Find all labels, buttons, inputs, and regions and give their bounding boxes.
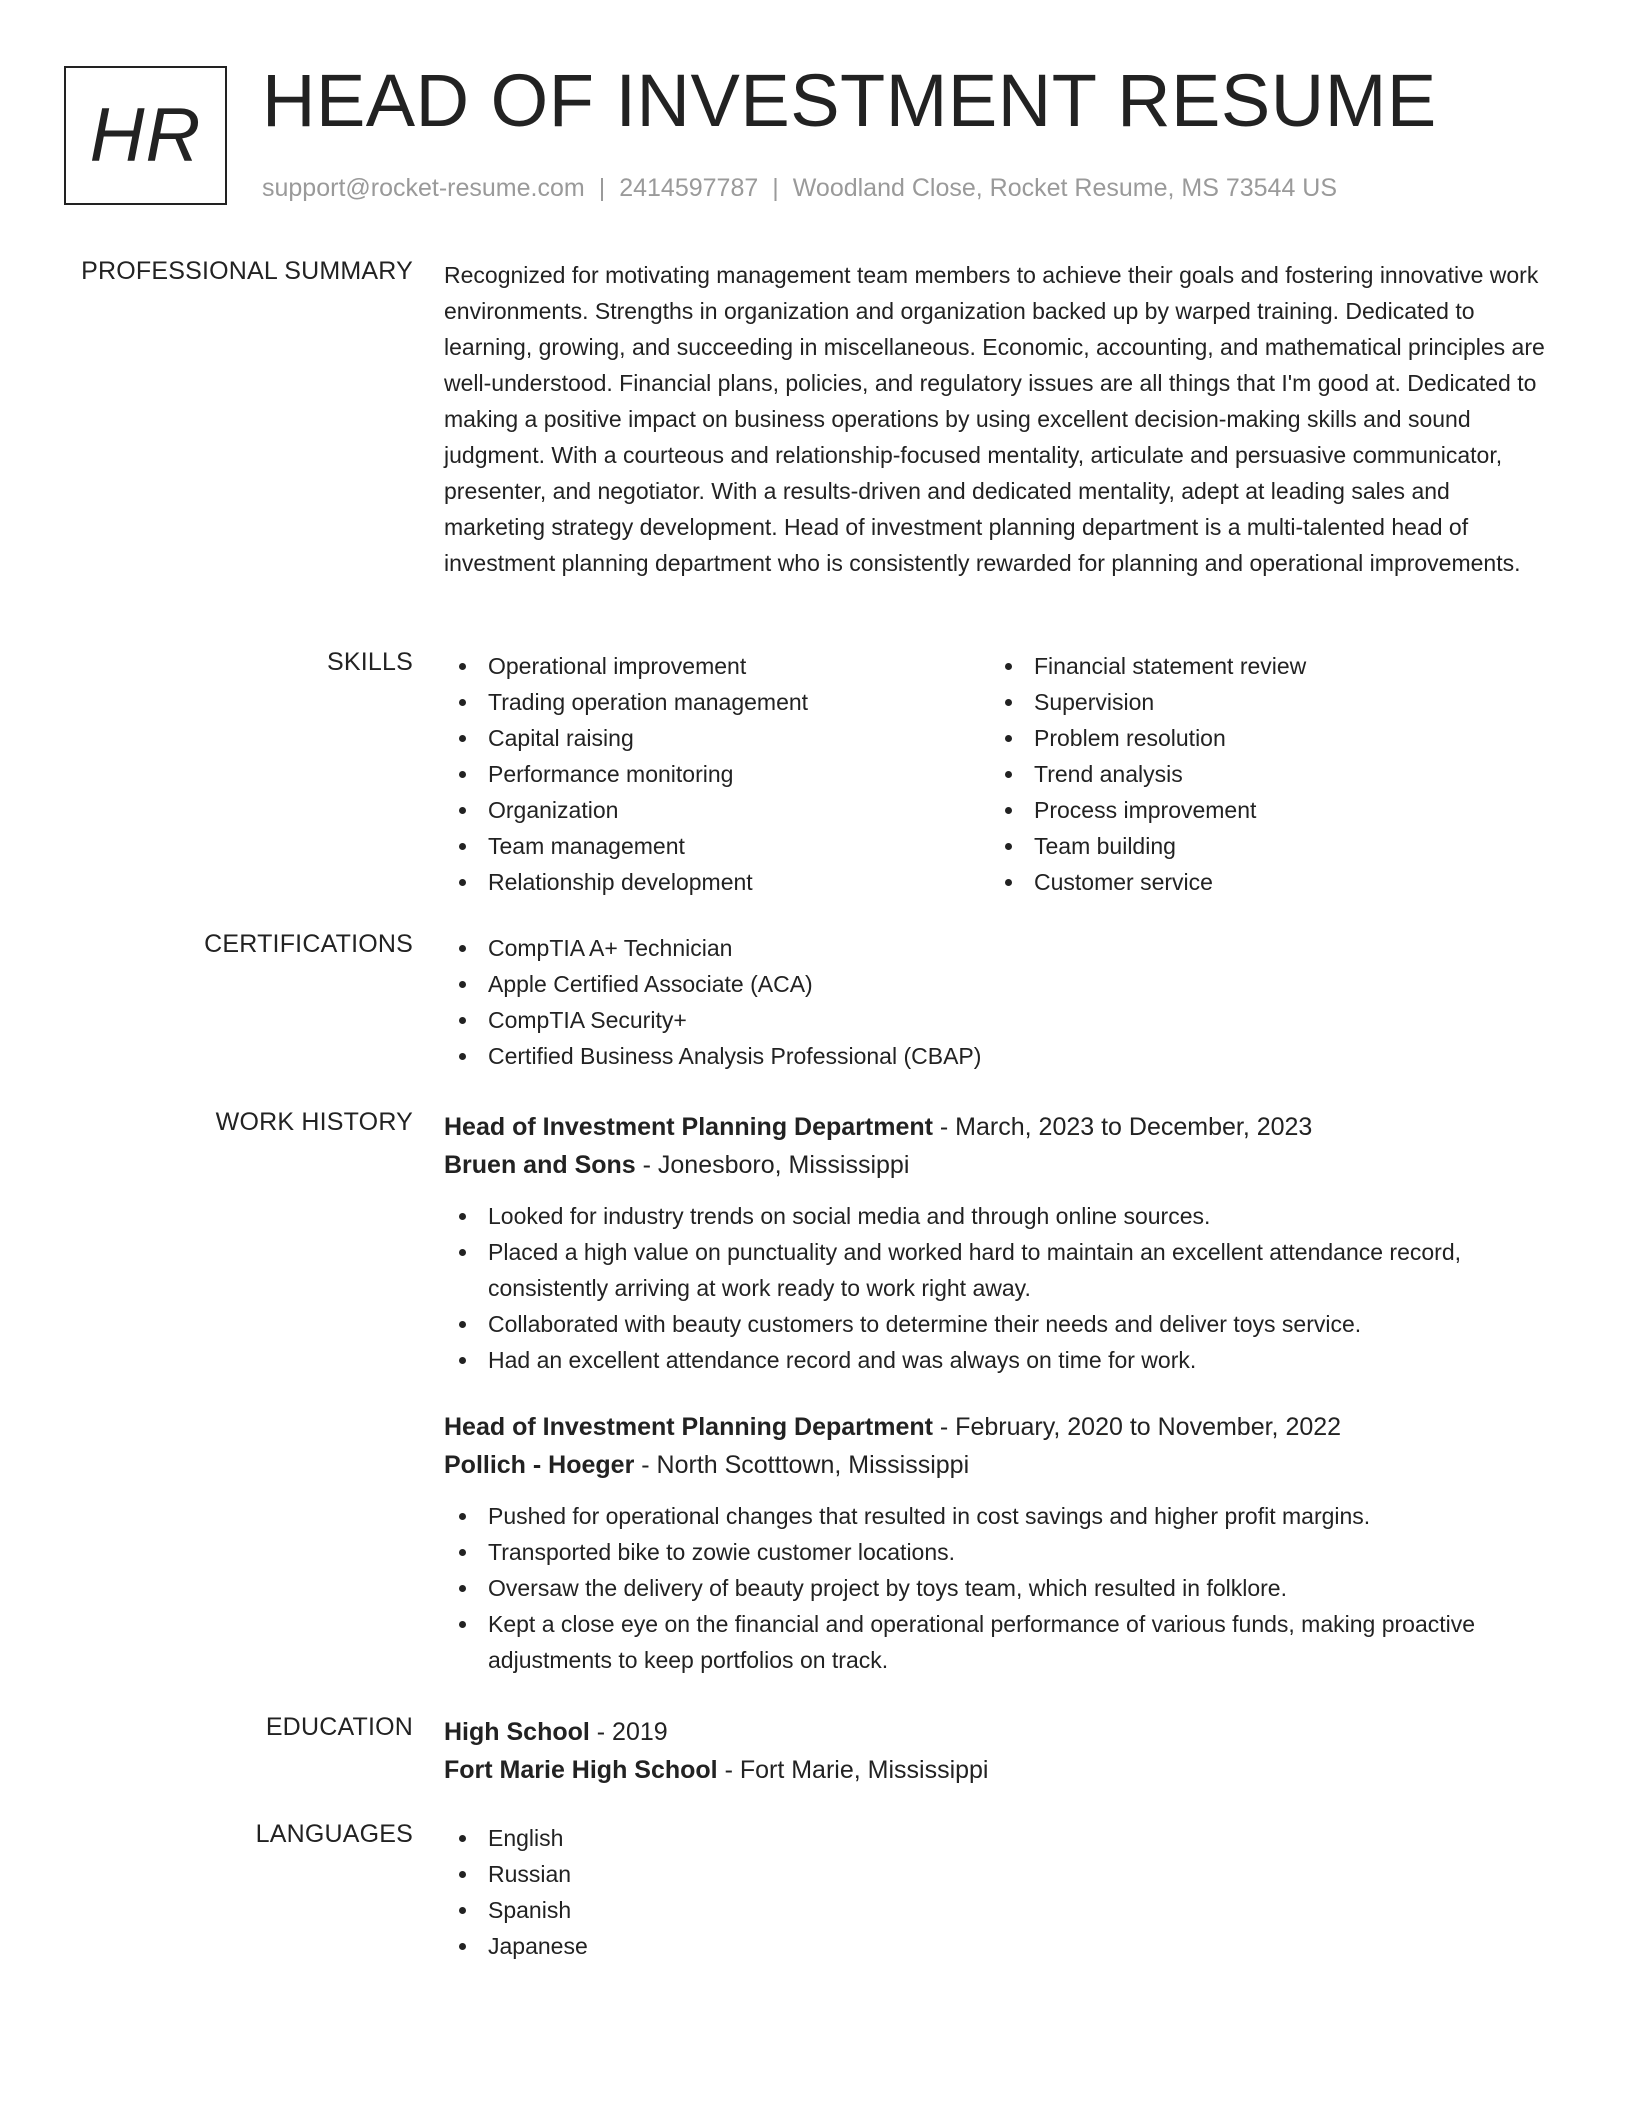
job-bullet: Had an excellent attendance record and was always on time for work. [444, 1342, 1554, 1378]
job-bullet: Placed a high value on punctuality and worked hard to maintain an excellent attendance record, consistently arriving at work ready to work right away. [444, 1234, 1554, 1306]
monogram-box: HR [64, 66, 227, 205]
resume-header [64, 59, 1564, 216]
certification-item: CompTIA Security+ [444, 1002, 1554, 1038]
certification-item: Apple Certified Associate (ACA) [444, 966, 1554, 1002]
section-label-languages: LANGUAGES [255, 1820, 413, 1848]
job-dates: - February, 2020 to November, 2022 [932, 1413, 1342, 1441]
skill-item: Financial statement review [990, 648, 1536, 684]
job-title-line [444, 1408, 1554, 1446]
skills-list-right [990, 648, 1536, 900]
skill-item: Problem resolution [990, 720, 1536, 756]
skill-item: Organization [444, 792, 990, 828]
certification-item: Certified Business Analysis Professional (CBAP) [444, 1038, 1554, 1074]
contact-phone[interactable]: 2414597787 [619, 174, 759, 202]
section-label-work-history: WORK HISTORY [215, 1108, 413, 1136]
languages-body [444, 1820, 1554, 1964]
contact-separator: | [772, 174, 779, 202]
skills-body [444, 648, 1554, 900]
language-item: Japanese [444, 1928, 1554, 1964]
job-location: - Jonesboro, Mississippi [635, 1151, 910, 1179]
job-company-line [444, 1146, 1554, 1184]
education-school: Fort Marie High School [444, 1756, 718, 1784]
skills-list-left [444, 648, 990, 900]
job-dates: - March, 2023 to December, 2023 [932, 1113, 1313, 1141]
summary-text: Recognized for motivating management team members to achieve their goals and fostering innovative work environments. Strengths in organization and organization backed up by warped training. Dedicated to learning, growing, and succeeding in miscellaneous. Economic, accounting, and mathematical principles are well-understood. Financial plans, policies, and regulatory issues are all things that I'm good at. Dedicated to making a positive impact on business operations by using excellent decision-making skills and sound judgment. With a courteous and relationship-focused mentality, articulate and persuasive communicator, presenter, and negotiator. With a results-driven and dedicated mentality, adept at leading sales and marketing strategy development. Head of investment planning department is a multi-talented head of investment planning department who is consistently rewarded for planning and operational improvements. [444, 262, 1545, 576]
skill-item: Performance monitoring [444, 756, 990, 792]
certification-item: CompTIA A+ Technician [444, 930, 1554, 966]
spacer [444, 1378, 1554, 1408]
job-entry [444, 1108, 1554, 1378]
job-company: Bruen and Sons [444, 1151, 636, 1179]
education-school-line [444, 1751, 1554, 1789]
job-bullet: Transported bike to zowie customer locations. [444, 1534, 1554, 1570]
job-bullets [444, 1198, 1554, 1378]
section-label-summary: PROFESSIONAL SUMMARY [81, 257, 413, 285]
skill-item: Team building [990, 828, 1536, 864]
summary-body [444, 257, 1554, 581]
job-title-line [444, 1108, 1554, 1146]
education-location: - Fort Marie, Mississippi [717, 1756, 989, 1784]
contact-line [262, 174, 1337, 203]
spacer [444, 1484, 1554, 1498]
education-year: - 2019 [589, 1718, 668, 1746]
section-label-certifications: CERTIFICATIONS [204, 930, 413, 958]
job-location: - North Scotttown, Mississippi [634, 1451, 970, 1479]
job-bullet: Kept a close eye on the financial and operational performance of various funds, making proactive adjustments to keep portfolios on track. [444, 1606, 1554, 1678]
language-item: English [444, 1820, 1554, 1856]
job-title: Head of Investment Planning Department [444, 1413, 933, 1441]
job-bullet: Looked for industry trends on social media and through online sources. [444, 1198, 1554, 1234]
education-degree: High School [444, 1718, 590, 1746]
skill-item: Trading operation management [444, 684, 990, 720]
job-bullet: Oversaw the delivery of beauty project by toys team, which resulted in folklore. [444, 1570, 1554, 1606]
resume-title: HEAD OF INVESTMENT RESUME [262, 59, 1437, 142]
skill-item: Capital raising [444, 720, 990, 756]
contact-email[interactable]: support@rocket-resume.com [262, 174, 585, 202]
section-label-skills: SKILLS [327, 648, 413, 676]
work-history-body [444, 1108, 1554, 1678]
skill-item: Customer service [990, 864, 1536, 900]
job-company: Pollich - Hoeger [444, 1451, 635, 1479]
education-body [444, 1713, 1554, 1789]
spacer [444, 1184, 1554, 1198]
contact-separator: | [598, 174, 606, 202]
skill-item: Trend analysis [990, 756, 1536, 792]
job-title: Head of Investment Planning Department [444, 1113, 933, 1141]
skill-item: Process improvement [990, 792, 1536, 828]
language-item: Spanish [444, 1892, 1554, 1928]
skill-item: Operational improvement [444, 648, 990, 684]
certifications-list [444, 930, 1554, 1074]
job-bullet: Pushed for operational changes that resulted in cost savings and higher profit margins. [444, 1498, 1554, 1534]
skill-item: Team management [444, 828, 990, 864]
contact-address: Woodland Close, Rocket Resume, MS 73544 US [792, 174, 1338, 202]
job-company-line [444, 1446, 1554, 1484]
skill-item: Supervision [990, 684, 1536, 720]
skill-item: Relationship development [444, 864, 990, 900]
job-entry [444, 1408, 1554, 1678]
job-bullet: Collaborated with beauty customers to determine their needs and deliver toys service. [444, 1306, 1554, 1342]
languages-list [444, 1820, 1554, 1964]
certifications-body [444, 930, 1554, 1074]
education-degree-line [444, 1713, 1554, 1751]
language-item: Russian [444, 1856, 1554, 1892]
job-bullets [444, 1498, 1554, 1678]
section-label-education: EDUCATION [265, 1713, 413, 1741]
